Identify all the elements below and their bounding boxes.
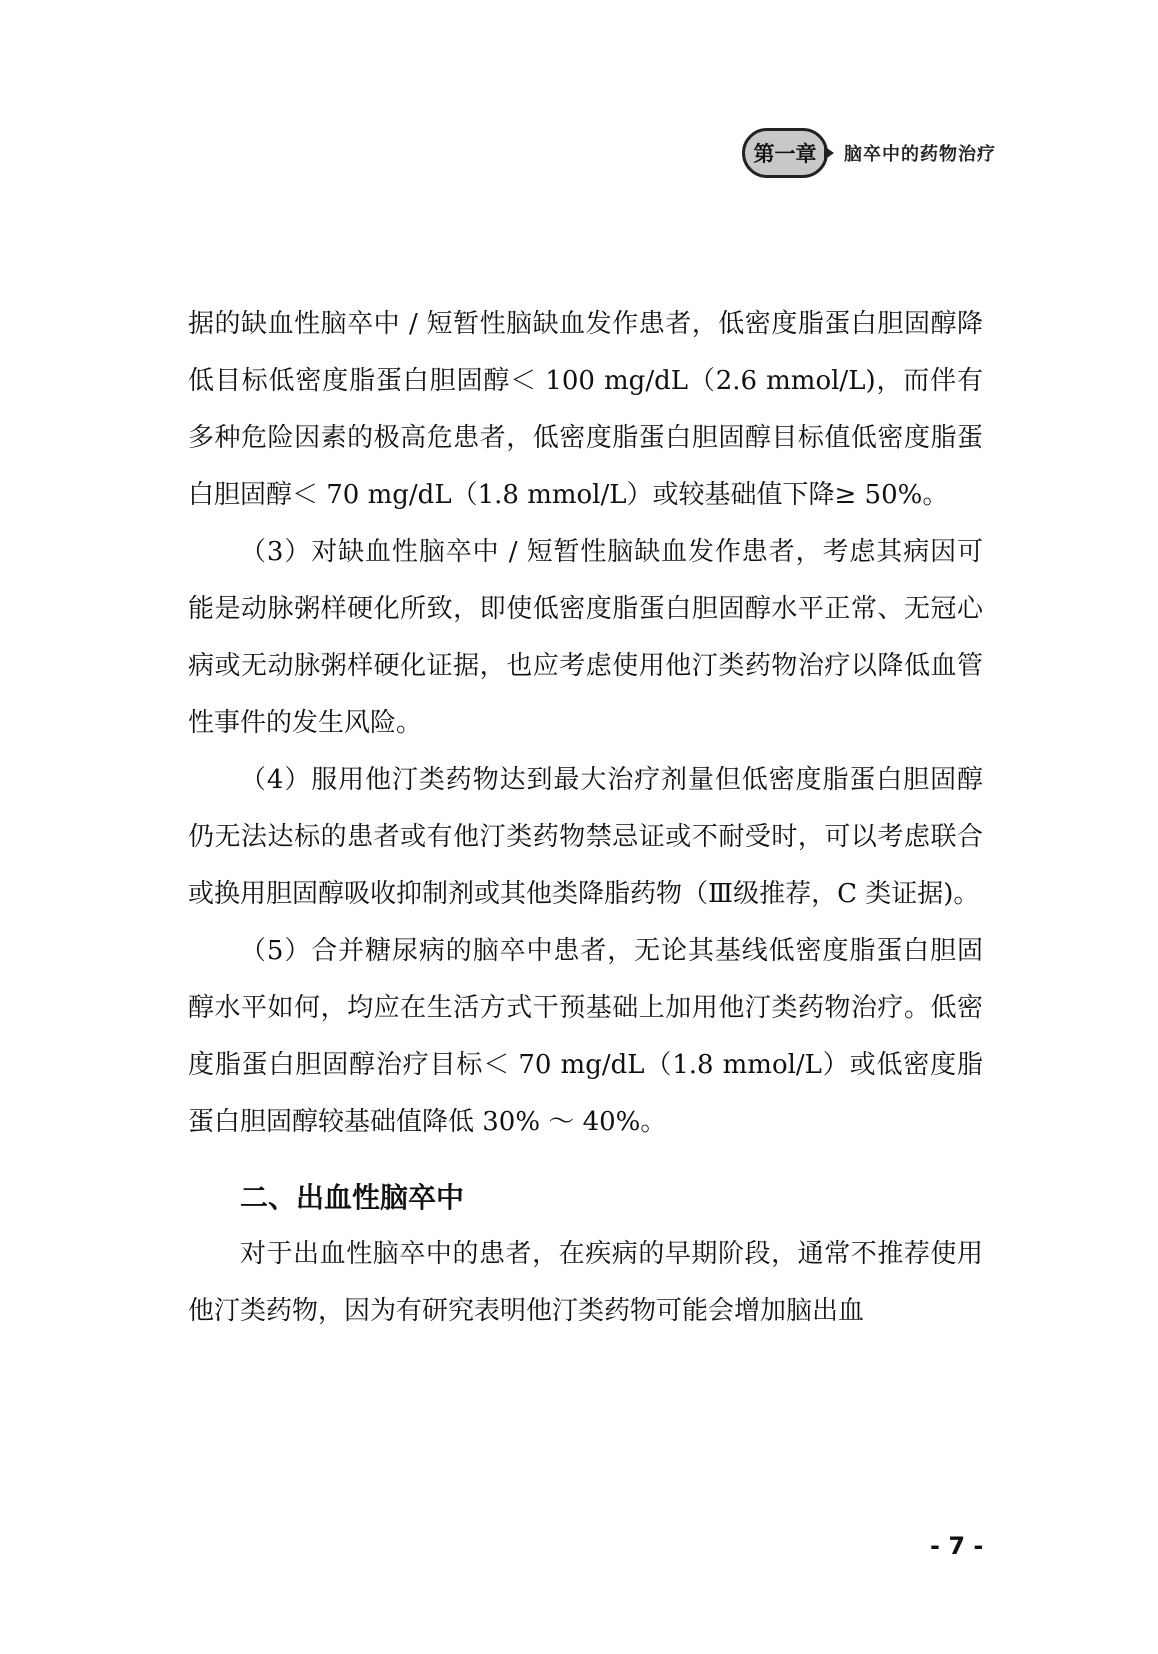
page-number: - 7 - bbox=[930, 1532, 984, 1560]
page-body bbox=[188, 296, 983, 1340]
chapter-title: 脑卒中的药物治疗 bbox=[844, 144, 996, 165]
chapter-header bbox=[742, 128, 996, 178]
paragraph-item-4: （4）服用他汀类药物达到最大治疗剂量但低密度脂蛋白胆固醇仍无法达标的患者或有他汀类药物禁忌证或不耐受时，可以考虑联合或换用胆固醇吸收抑制剂或其他类降脂药物（Ⅲ级推荐，C 类证据)。 bbox=[188, 765, 983, 909]
paragraph-continued: 据的缺血性脑卒中 / 短暂性脑缺血发作患者，低密度脂蛋白胆固醇降低目标低密度脂蛋白胆固醇＜ 100 mg/dL（2.6 mmol/L)，而伴有多种危险因素的极高危患者，低密度脂蛋白胆固醇目标值低密度脂蛋白胆固醇＜ 70 mg/dL（1.8 mmol/L）或较基础值下降≥ 50%。 bbox=[188, 309, 983, 510]
section-paragraph: 对于出血性脑卒中的患者，在疾病的早期阶段，通常不推荐使用他汀类药物，因为有研究表明他汀类药物可能会增加脑出血 bbox=[188, 1239, 983, 1326]
chapter-badge: 第一章 bbox=[742, 128, 828, 178]
paragraph-item-3: （3）对缺血性脑卒中 / 短暂性脑缺血发作患者，考虑其病因可能是动脉粥样硬化所致，即使低密度脂蛋白胆固醇水平正常、无冠心病或无动脉粥样硬化证据，也应考虑使用他汀类药物治疗以降低血管性事件的发生风险。 bbox=[188, 537, 983, 738]
paragraph-item-5: （5）合并糖尿病的脑卒中患者，无论其基线低密度脂蛋白胆固醇水平如何，均应在生活方式干预基础上加用他汀类药物治疗。低密度脂蛋白胆固醇治疗目标＜ 70 mg/dL（1.8 mmol/L）或低密度脂蛋白胆固醇较基础值降低 30% ～ 40%。 bbox=[188, 936, 983, 1137]
section-heading: 二、出血性脑卒中 bbox=[240, 1181, 465, 1214]
